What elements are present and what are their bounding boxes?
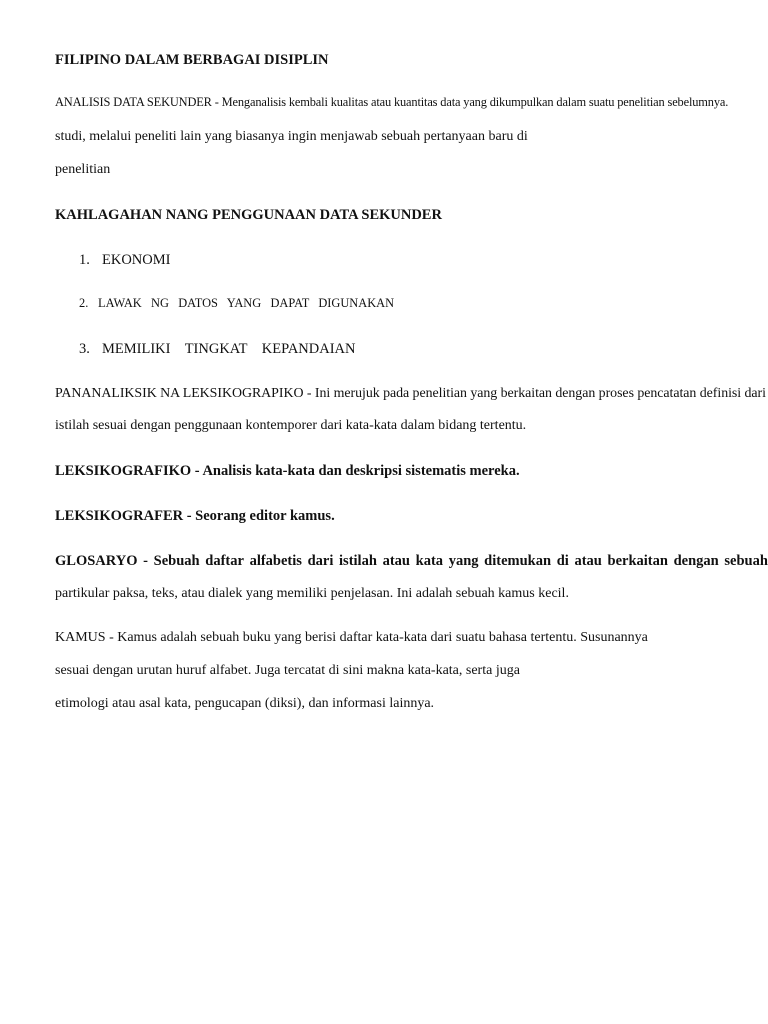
list-item-number: 1.	[79, 252, 90, 268]
list-item-number: 3.	[79, 341, 90, 357]
kamus-line-3: etimologi atau asal kata, pengucapan (diksi), dan informasi lainnya.	[55, 696, 435, 711]
analisis-line-2: studi, melalui peneliti lain yang biasanya ingin menjawab sebuah pertanyaan baru di	[55, 129, 528, 144]
section-heading: KAHLAGAHAN NANG PENGGUNAAN DATA SEKUNDER	[55, 207, 442, 223]
analisis-line-1: ANALISIS DATA SEKUNDER - Menganalisis kembali kualitas atau kuantitas data yang dikumpulkan dalam suatu penelitian sebelumnya.	[55, 95, 729, 109]
leksikografiko-definition: LEKSIKOGRAFIKO - Analisis kata-kata dan deskripsi sistematis mereka.	[55, 463, 520, 479]
kamus-line-1: KAMUS - Kamus adalah sebuah buku yang berisi daftar kata-kata dari suatu bahasa tertentu. Susunannya	[55, 630, 648, 645]
analisis-line-3: penelitian	[55, 162, 111, 177]
doc-title: FILIPINO DALAM BERBAGAI DISIPLIN	[55, 52, 329, 68]
pananaliksik-line-1: PANANALIKSIK NA LEKSIKOGRAPIKO - Ini merujuk pada penelitian yang berkaitan dengan proses pencatatan definisi dari	[55, 386, 766, 401]
glosaryo-line-2: partikular paksa, teks, atau dialek yang memiliki penjelasan. Ini adalah sebuah kamus kecil.	[55, 586, 569, 601]
pananaliksik-line-2: istilah sesuai dengan penggunaan kontemporer dari kata-kata dalam bidang tertentu.	[55, 418, 527, 433]
list-item-text: MEMILIKI TINGKAT KEPANDAIAN	[102, 341, 356, 357]
glosaryo-line-1: GLOSARYO - Sebuah daftar alfabetis dari istilah atau kata yang ditemukan di atau berkaitan dengan sebuah	[55, 553, 768, 569]
list-item-text: LAWAK NG DATOS YANG DAPAT DIGUNAKAN	[98, 296, 395, 310]
kamus-line-2: sesuai dengan urutan huruf alfabet. Juga tercatat di sini makna kata-kata, serta juga	[55, 663, 520, 678]
leksikografer-definition: LEKSIKOGRAFER - Seorang editor kamus.	[55, 508, 335, 524]
list-item-text: EKONOMI	[102, 252, 171, 268]
list-item-number: 2.	[79, 296, 89, 310]
